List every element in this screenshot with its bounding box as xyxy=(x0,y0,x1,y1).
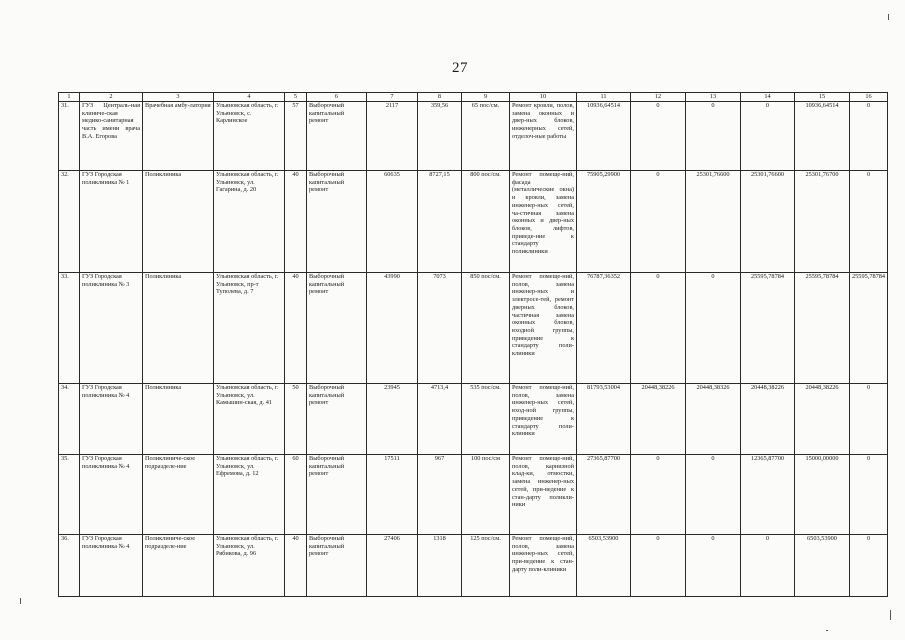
capacity-cell: 800 пос/см. xyxy=(462,171,510,273)
volume-cell: 2117 xyxy=(367,102,418,171)
works-description-cell: Ремонт помеще-ний, полов, замена инженер-ных сетей, вход-ной группы, приведение к стандарту поли-клиники xyxy=(510,384,577,455)
scan-mark xyxy=(888,14,889,20)
cost-cell: 0 xyxy=(631,171,686,273)
volume-cell: 27406 xyxy=(367,535,418,597)
area-cell: 4713,4 xyxy=(418,384,462,455)
address-cell: Ульяновская область, г. Ульяновск, с. Карлинское xyxy=(214,102,285,171)
table-row xyxy=(59,273,888,384)
column-header: 14 xyxy=(741,93,795,102)
capacity-cell: 125 пос/см. xyxy=(462,535,510,597)
organization-cell: ГУЗ Городская поликлиника № 4 xyxy=(80,535,143,597)
cost-cell: 0 xyxy=(850,384,888,455)
capacity-cell: 100 пос/см xyxy=(462,455,510,535)
volume-cell: 17511 xyxy=(367,455,418,535)
cost-cell: 0 xyxy=(741,535,795,597)
cost-cell: 25595,78784 xyxy=(850,273,888,384)
area-cell: 7073 xyxy=(418,273,462,384)
cost-cell: 0 xyxy=(850,102,888,171)
cost-cell: 20448,38226 xyxy=(631,384,686,455)
column-number-row xyxy=(59,93,888,102)
organization-cell: ГУЗ Городская поликлиника № 3 xyxy=(80,273,143,384)
cost-cell: 25301,76600 xyxy=(741,171,795,273)
area-cell: 359,56 xyxy=(418,102,462,171)
cost-cell: 0 xyxy=(631,102,686,171)
wear-percent-cell: 57 xyxy=(285,102,307,171)
table-row xyxy=(59,384,888,455)
repair-type-cell: Выборочный капитальный ремонт xyxy=(307,102,367,171)
capacity-cell: 65 пос/см. xyxy=(462,102,510,171)
address-cell: Ульяновская область, г. Ульяновск, ул. Рябикова, д. 96 xyxy=(214,535,285,597)
row-number-cell: 31. xyxy=(59,102,80,171)
table-row xyxy=(59,102,888,171)
column-header: 1 xyxy=(59,93,80,102)
area-cell: 1318 xyxy=(418,535,462,597)
repair-type-cell: Выборочный капитальный ремонт xyxy=(307,535,367,597)
cost-cell: 6503,53900 xyxy=(795,535,850,597)
cost-cell: 0 xyxy=(686,102,741,171)
column-header: 15 xyxy=(795,93,850,102)
column-header: 7 xyxy=(367,93,418,102)
cost-cell: 0 xyxy=(850,171,888,273)
column-header: 5 xyxy=(285,93,307,102)
total-cost-cell: 10936,64514 xyxy=(577,102,631,171)
organization-cell: ГУЗ Городская поликлиника № 1 xyxy=(80,171,143,273)
volume-cell: 43990 xyxy=(367,273,418,384)
organization-cell: ГУЗ Городская поликлиника № 4 xyxy=(80,455,143,535)
column-header: 4 xyxy=(214,93,285,102)
cost-cell: 0 xyxy=(686,273,741,384)
facility-type-cell: Поликлиниче-ское подразделе-ние xyxy=(143,535,214,597)
cost-cell: 0 xyxy=(631,273,686,384)
column-header: 3 xyxy=(143,93,214,102)
cost-cell: 10936,64514 xyxy=(795,102,850,171)
row-number-cell: 32. xyxy=(59,171,80,273)
cost-cell: 0 xyxy=(631,455,686,535)
column-header: 16 xyxy=(850,93,888,102)
column-header: 10 xyxy=(510,93,577,102)
wear-percent-cell: 60 xyxy=(285,455,307,535)
cost-cell: 25301,76600 xyxy=(686,171,741,273)
facility-type-cell: Поликлиниче-ское подразделе-ние xyxy=(143,455,214,535)
total-cost-cell: 27365,87700 xyxy=(577,455,631,535)
facility-type-cell: Врачебная амбу-латория xyxy=(143,102,214,171)
cost-cell: 0 xyxy=(686,455,741,535)
capacity-cell: 850 пос/см. xyxy=(462,273,510,384)
column-header: 13 xyxy=(686,93,741,102)
address-cell: Ульяновская область, г. Ульяновск, ул. Камышин-ская, д. 41 xyxy=(214,384,285,455)
works-description-cell: Ремонт помеще-ний, полов, замена инженер-ных и электросе-тей, ремонт дверных блоков, частичная замена оконных блоков, входной группы, приведение к стандарту поли-клиники xyxy=(510,273,577,384)
table-row xyxy=(59,535,888,597)
cost-cell: 25301,76700 xyxy=(795,171,850,273)
repair-type-cell: Выборочный капитальный ремонт xyxy=(307,384,367,455)
row-number-cell: 35. xyxy=(59,455,80,535)
cost-cell: 20448,38226 xyxy=(741,384,795,455)
wear-percent-cell: 40 xyxy=(285,535,307,597)
column-header: 8 xyxy=(418,93,462,102)
cost-cell: 0 xyxy=(686,535,741,597)
facility-type-cell: Поликлиника xyxy=(143,171,214,273)
repair-type-cell: Выборочный капитальный ремонт xyxy=(307,273,367,384)
column-header: 2 xyxy=(80,93,143,102)
wear-percent-cell: 40 xyxy=(285,171,307,273)
cost-cell: 0 xyxy=(850,455,888,535)
cost-cell: 0 xyxy=(631,535,686,597)
capital-repair-table xyxy=(58,92,888,597)
column-header: 6 xyxy=(307,93,367,102)
volume-cell: 23945 xyxy=(367,384,418,455)
column-header: 9 xyxy=(462,93,510,102)
address-cell: Ульяновская область, г. Ульяновск, ул. Гагарина, д. 20 xyxy=(214,171,285,273)
scan-mark xyxy=(826,630,828,631)
works-description-cell: Ремонт помеще-ний, полов, замена инженер-ных сетей, при-ведение к стан-дарту поли-клиники xyxy=(510,535,577,597)
column-header: 12 xyxy=(631,93,686,102)
works-description-cell: Ремонт кровли, полов, замена оконных и двер-ных блоков, инженерных сетей, отделоч-ные работы xyxy=(510,102,577,171)
cost-cell: 25595,78784 xyxy=(795,273,850,384)
works-description-cell: Ремонт помеще-ний, фасада (металлические окна) и кровли, замена инженер-ных сетей, ча-стичная замена оконных и двер-ных блоков, лифтов, приведе-ние к стандарту поликлиники xyxy=(510,171,577,273)
address-cell: Ульяновская область, г. Ульяновск, ул. Ефремова, д. 12 xyxy=(214,455,285,535)
row-number-cell: 33. xyxy=(59,273,80,384)
cost-cell: 15000,00000 xyxy=(795,455,850,535)
area-cell: 8727,15 xyxy=(418,171,462,273)
wear-percent-cell: 50 xyxy=(285,384,307,455)
scan-mark xyxy=(20,598,21,604)
total-cost-cell: 6503,53900 xyxy=(577,535,631,597)
repair-type-cell: Выборочный капитальный ремонт xyxy=(307,455,367,535)
organization-cell: ГУЗ Городская поликлиника № 4 xyxy=(80,384,143,455)
repair-type-cell: Выборочный капитальный ремонт xyxy=(307,171,367,273)
table-row xyxy=(59,171,888,273)
cost-cell: 25595,78784 xyxy=(741,273,795,384)
address-cell: Ульяновская область, г. Ульяновск, пр-т Туполева, д. 7 xyxy=(214,273,285,384)
organization-cell: ГУЗ Централь-ная клиниче-ская медико-санитарная часть имени врача В.А. Егорова xyxy=(80,102,143,171)
cost-cell: 0 xyxy=(850,535,888,597)
cost-cell: 20448,38326 xyxy=(686,384,741,455)
row-number-cell: 36. xyxy=(59,535,80,597)
page-number: 27 xyxy=(452,60,468,76)
total-cost-cell: 76787,36352 xyxy=(577,273,631,384)
total-cost-cell: 81793,53004 xyxy=(577,384,631,455)
table-row xyxy=(59,455,888,535)
cost-cell: 20448,38226 xyxy=(795,384,850,455)
area-cell: 967 xyxy=(418,455,462,535)
row-number-cell: 34. xyxy=(59,384,80,455)
scan-mark xyxy=(890,610,891,620)
facility-type-cell: Поликлиника xyxy=(143,384,214,455)
column-header: 11 xyxy=(577,93,631,102)
wear-percent-cell: 40 xyxy=(285,273,307,384)
cost-cell: 0 xyxy=(741,102,795,171)
works-description-cell: Ремонт помеще-ний, полов, карнизной клад-ки, отмостки, замена инженер-ных сетей, при-ведение к стан-дарту поликли-ники xyxy=(510,455,577,535)
facility-type-cell: Поликлиника xyxy=(143,273,214,384)
cost-cell: 12365,87700 xyxy=(741,455,795,535)
total-cost-cell: 75905,29900 xyxy=(577,171,631,273)
capacity-cell: 535 пос/см. xyxy=(462,384,510,455)
volume-cell: 60635 xyxy=(367,171,418,273)
